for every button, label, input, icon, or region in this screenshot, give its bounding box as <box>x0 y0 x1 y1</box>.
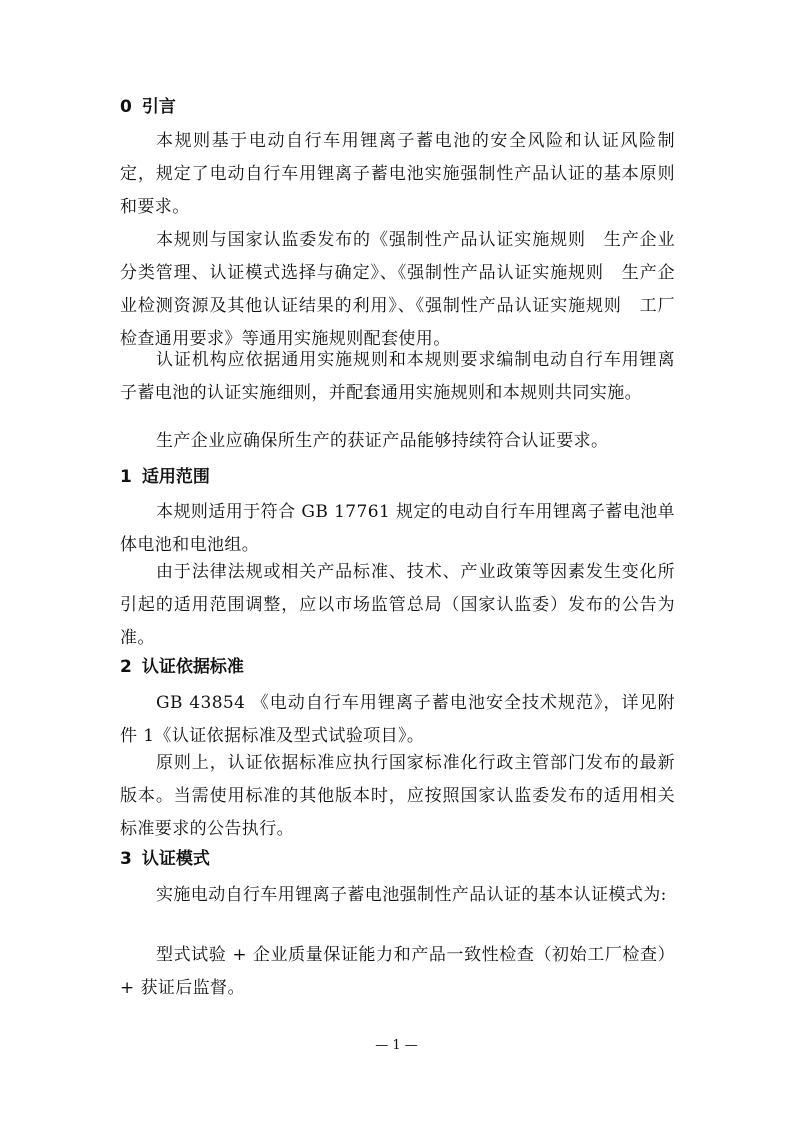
page-number: — 1 — <box>375 1038 418 1053</box>
section-heading-0 <box>120 96 176 118</box>
paragraph: 生产企业应确保所生产的获证产品能够持续符合认证要求。 <box>156 431 609 451</box>
paragraph: 原则上，认证依据标准应执行国家标准化行政主管部门发布的最新版本。当需使用标准的其他版本时，应按照国家认监委发布的适用相关标准要求的公告执行。 <box>120 753 675 839</box>
section-number: 3 <box>120 849 132 869</box>
section-title: 认证模式 <box>141 849 210 869</box>
section-heading-3 <box>120 848 210 870</box>
paragraph: 本规则基于电动自行车用锂离子蓄电池的安全风险和认证风险制定，规定了电动自行车用锂离子蓄电池实施强制性产品认证的基本原则和要求。 <box>120 131 675 217</box>
section-number: 2 <box>120 657 132 677</box>
section-heading-2 <box>120 656 244 678</box>
paragraph: GB 43854 《电动自行车用锂离子蓄电池安全技术规范》，详见附件 1《认证依据标准及型式试验项目》。 <box>120 693 675 746</box>
section-title: 引言 <box>141 97 176 117</box>
paragraph: 本规则适用于符合 GB 17761 规定的电动自行车用锂离子蓄电池单体电池和电池组。 <box>120 502 675 555</box>
paragraph: 认证机构应依据通用实施规则和本规则要求编制电动自行车用锂离子蓄电池的认证实施细则，并配套通用实施规则和本规则共同实施。 <box>120 350 675 403</box>
section-number: 1 <box>120 467 132 487</box>
section-title: 适用范围 <box>141 467 210 487</box>
section-number: 0 <box>120 97 132 117</box>
paragraph: 型式试验 + 企业质量保证能力和产品一致性检查（初始工厂检查） + 获证后监督。 <box>120 945 675 998</box>
section-title: 认证依据标准 <box>141 657 244 677</box>
paragraph: 本规则与国家认监委发布的《强制性产品认证实施规则 生产企业分类管理、认证模式选择与确定》、《强制性产品认证实施规则 生产企业检测资源及其他认证结果的利用》、《强制性产品认证实施规则 工厂检查通用要求》等通用实施规则配套使用。 <box>120 230 675 349</box>
paragraph: 实施电动自行车用锂离子蓄电池强制性产品认证的基本认证模式为: <box>156 885 667 905</box>
section-heading-1 <box>120 466 210 488</box>
paragraph: 由于法律法规或相关产品标准、技术、产业政策等因素发生变化所引起的适用范围调整，应以市场监管总局（国家认监委）发布的公告为准。 <box>120 562 675 648</box>
